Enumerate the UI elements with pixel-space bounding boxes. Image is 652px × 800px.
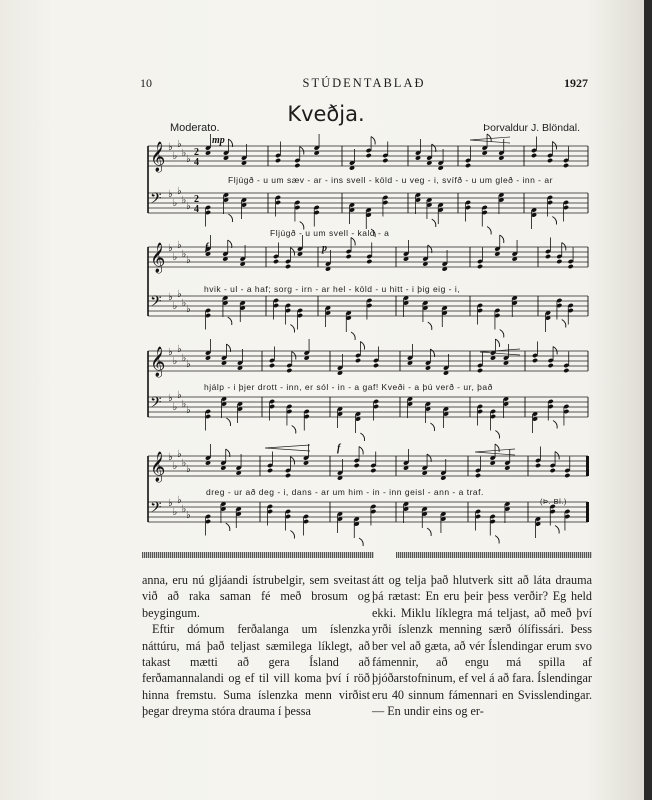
page-number: 10 xyxy=(140,76,152,90)
column-divider-left xyxy=(142,552,374,558)
flat-sign: ♭ xyxy=(177,449,182,460)
note-flag xyxy=(500,235,504,243)
note-flag xyxy=(427,528,431,536)
note-flag xyxy=(553,421,557,429)
note-flag xyxy=(300,147,304,155)
flat-sign: ♭ xyxy=(168,189,173,200)
paragraph: anna, eru nú gljáandi ístrubelgir, sem sveitast við að raka saman fé með brosum og beygingum. xyxy=(142,573,370,620)
dynamic-marking: f xyxy=(337,443,341,454)
flat-sign: ♭ xyxy=(177,240,182,251)
flat-sign: ♭ xyxy=(181,298,187,309)
note-head xyxy=(269,363,275,368)
note-head xyxy=(564,473,570,478)
bass-clef: 𝄢 xyxy=(150,499,162,520)
time-signature-top: 2 xyxy=(194,194,199,205)
flat-sign: ♭ xyxy=(168,243,173,254)
flat-sign: ♭ xyxy=(186,510,191,521)
note-flag xyxy=(555,452,559,460)
note-flag xyxy=(228,214,232,222)
note-head xyxy=(294,163,300,168)
note-head xyxy=(354,463,360,468)
treble-clef: 𝄞 xyxy=(150,142,166,172)
note-head xyxy=(545,254,551,259)
flat-sign: ♭ xyxy=(172,402,178,413)
note-flag xyxy=(552,142,556,150)
note-head xyxy=(477,368,483,373)
column-divider-right xyxy=(396,552,592,558)
paragraph: átt og telja það hlutverk sitt að láta drauma þá rætast: En eru þeir þess verðir? Eg held ekki. Miklu líklegra má teljast, að með því yrði íslenzk menning særð ólífissári. Þess ber vel að gæta, að vér Íslendingar erum svo fámennir, að engu má spilla af þjóðarstofninum, ef vel á að fara. Íslendingar eru 40 sinnum fámennari en Svisslendingar. — En undir eins og er- xyxy=(372,573,592,719)
note-flag xyxy=(495,536,499,544)
flat-sign: ♭ xyxy=(168,452,173,463)
flat-sign: ♭ xyxy=(168,142,173,153)
flat-sign: ♭ xyxy=(172,301,178,312)
note-head xyxy=(366,153,372,158)
note-head xyxy=(535,463,541,468)
note-flag xyxy=(290,248,294,256)
note-flag xyxy=(290,531,294,539)
time-signature-top: 2 xyxy=(194,147,199,158)
bass-clef: 𝄢 xyxy=(150,394,162,415)
flat-sign: ♭ xyxy=(172,507,178,518)
note-head xyxy=(382,158,388,163)
time-signature-bottom: 4 xyxy=(194,157,199,168)
composer: Þorvaldur J. Blöndal. xyxy=(483,122,580,134)
note-head xyxy=(548,363,554,368)
treble-clef: 𝄞 xyxy=(150,452,166,482)
paragraph: Eftir dómum ferðalanga um íslenzka náttúru, má það teljast sæmilega líklegt, að takast mætti að gera Ísland að ferðamannalandi og ef til vill koma því í röð hinna fremstu. Suma íslenzka menn virðist þegar dreyma stóra drauma í þessa xyxy=(142,622,370,719)
note-flag xyxy=(495,444,499,452)
note-head xyxy=(532,358,538,363)
dynamic-marking: mp xyxy=(212,135,225,146)
dynamic-marking: f xyxy=(205,242,209,253)
lyrics-line-4: dreg - ur að deg - i, dans - ar um him - in - inn geisl - ann - a traf. xyxy=(206,487,484,497)
flat-sign: ♭ xyxy=(168,347,173,358)
lyrics-line-3: hjálp - i þjer drott - inn, er sól - in - a gaf! Kveði - a þú verð - ur, það xyxy=(204,382,493,392)
treble-clef: 𝄞 xyxy=(150,243,166,273)
note-head xyxy=(285,473,291,478)
flat-sign: ♭ xyxy=(172,461,178,472)
note-flag xyxy=(562,243,566,251)
note-flag xyxy=(351,332,355,340)
lyrics-line-1b: Fljúgð - u um svell - kald - a xyxy=(270,228,390,238)
note-flag xyxy=(228,317,232,325)
note-head xyxy=(477,264,483,269)
text-column-left xyxy=(142,572,370,720)
flat-sign: ♭ xyxy=(172,252,178,263)
note-flag xyxy=(487,227,491,235)
note-flag xyxy=(553,347,557,355)
dynamic-marking: p xyxy=(322,243,327,254)
final-barline xyxy=(586,456,589,476)
flat-sign: ♭ xyxy=(172,198,178,209)
text-column-right xyxy=(372,572,592,720)
note-head xyxy=(556,259,562,264)
flat-sign: ♭ xyxy=(177,390,182,401)
note-head xyxy=(286,368,292,373)
flat-sign: ♭ xyxy=(168,498,173,509)
note-flag xyxy=(371,137,375,145)
note-head xyxy=(273,259,279,264)
flat-sign: ♭ xyxy=(177,344,182,355)
flat-sign: ♭ xyxy=(181,504,187,515)
flat-sign: ♭ xyxy=(186,304,191,315)
note-flag xyxy=(360,342,364,350)
flat-sign: ♭ xyxy=(186,255,191,266)
flat-sign: ♭ xyxy=(186,464,191,475)
flat-sign: ♭ xyxy=(177,139,182,150)
flat-sign: ♭ xyxy=(181,148,187,159)
flat-sign: ♭ xyxy=(168,292,173,303)
flat-sign: ♭ xyxy=(172,356,178,367)
flat-sign: ♭ xyxy=(181,399,187,410)
note-head xyxy=(285,264,291,269)
song-title: Kveðja. xyxy=(287,102,365,126)
note-flag xyxy=(500,330,504,338)
flat-sign: ♭ xyxy=(177,186,182,197)
flat-sign: ♭ xyxy=(186,154,191,165)
flat-sign: ♭ xyxy=(186,405,191,416)
note-flag xyxy=(292,426,296,434)
note-flag xyxy=(359,447,363,455)
note-head xyxy=(550,468,556,473)
note-head xyxy=(547,158,553,163)
note-head xyxy=(355,358,361,363)
flat-sign: ♭ xyxy=(186,359,191,370)
hairpin xyxy=(265,445,310,451)
flat-sign: ♭ xyxy=(186,201,191,212)
note-flag xyxy=(292,352,296,360)
year: 1927 xyxy=(564,76,588,90)
note-flag xyxy=(359,538,363,546)
note-head xyxy=(568,264,574,269)
note-head xyxy=(475,473,481,478)
flat-sign: ♭ xyxy=(181,353,187,364)
journal-title: STÚDENTABLAÐ xyxy=(302,76,426,90)
note-flag xyxy=(432,219,436,227)
hairpin xyxy=(480,349,520,355)
note-head xyxy=(563,163,569,168)
note-flag xyxy=(495,431,499,439)
flat-sign: ♭ xyxy=(172,151,178,162)
note-head xyxy=(465,163,471,168)
attribution: (Þ. Bl.) xyxy=(540,497,567,506)
note-head xyxy=(370,468,376,473)
flat-sign: ♭ xyxy=(181,195,187,206)
treble-clef: 𝄞 xyxy=(150,347,166,377)
flat-sign: ♭ xyxy=(181,249,187,260)
note-head xyxy=(563,368,569,373)
note-flag xyxy=(495,339,499,347)
note-flag xyxy=(552,217,556,225)
note-flag xyxy=(360,433,364,441)
note-flag xyxy=(562,320,566,328)
bass-clef: 𝄢 xyxy=(150,293,162,314)
time-signature-bottom: 4 xyxy=(194,204,199,215)
note-flag xyxy=(290,325,294,333)
flat-sign: ♭ xyxy=(177,289,182,300)
note-flag xyxy=(428,322,432,330)
note-head xyxy=(346,254,352,259)
lyrics-line-2: hvik - ul - a haf; sorg - irn - ar hel - köld - u hitt - i þig eig - i, xyxy=(204,284,461,294)
flat-sign: ♭ xyxy=(168,393,173,404)
tempo-marking: Moderato. xyxy=(170,122,220,134)
note-head xyxy=(275,158,281,163)
flat-sign: ♭ xyxy=(181,458,187,469)
note-head xyxy=(531,153,537,158)
note-flag xyxy=(226,418,230,426)
note-flag xyxy=(351,238,355,246)
final-barline xyxy=(586,502,589,522)
note-flag xyxy=(555,526,559,534)
note-head xyxy=(373,363,379,368)
note-flag xyxy=(430,423,434,431)
note-head xyxy=(267,468,273,473)
flat-sign: ♭ xyxy=(177,495,182,506)
note-flag xyxy=(487,134,491,142)
note-flag xyxy=(226,523,230,531)
bass-clef: 𝄢 xyxy=(150,190,162,211)
lyrics-line-1: Fljúgð - u um sæv - ar - ins svell - köld - u veg - i, svífð - u um gleð - inn - ar xyxy=(228,175,553,185)
note-head xyxy=(366,259,372,264)
note-flag xyxy=(290,457,294,465)
